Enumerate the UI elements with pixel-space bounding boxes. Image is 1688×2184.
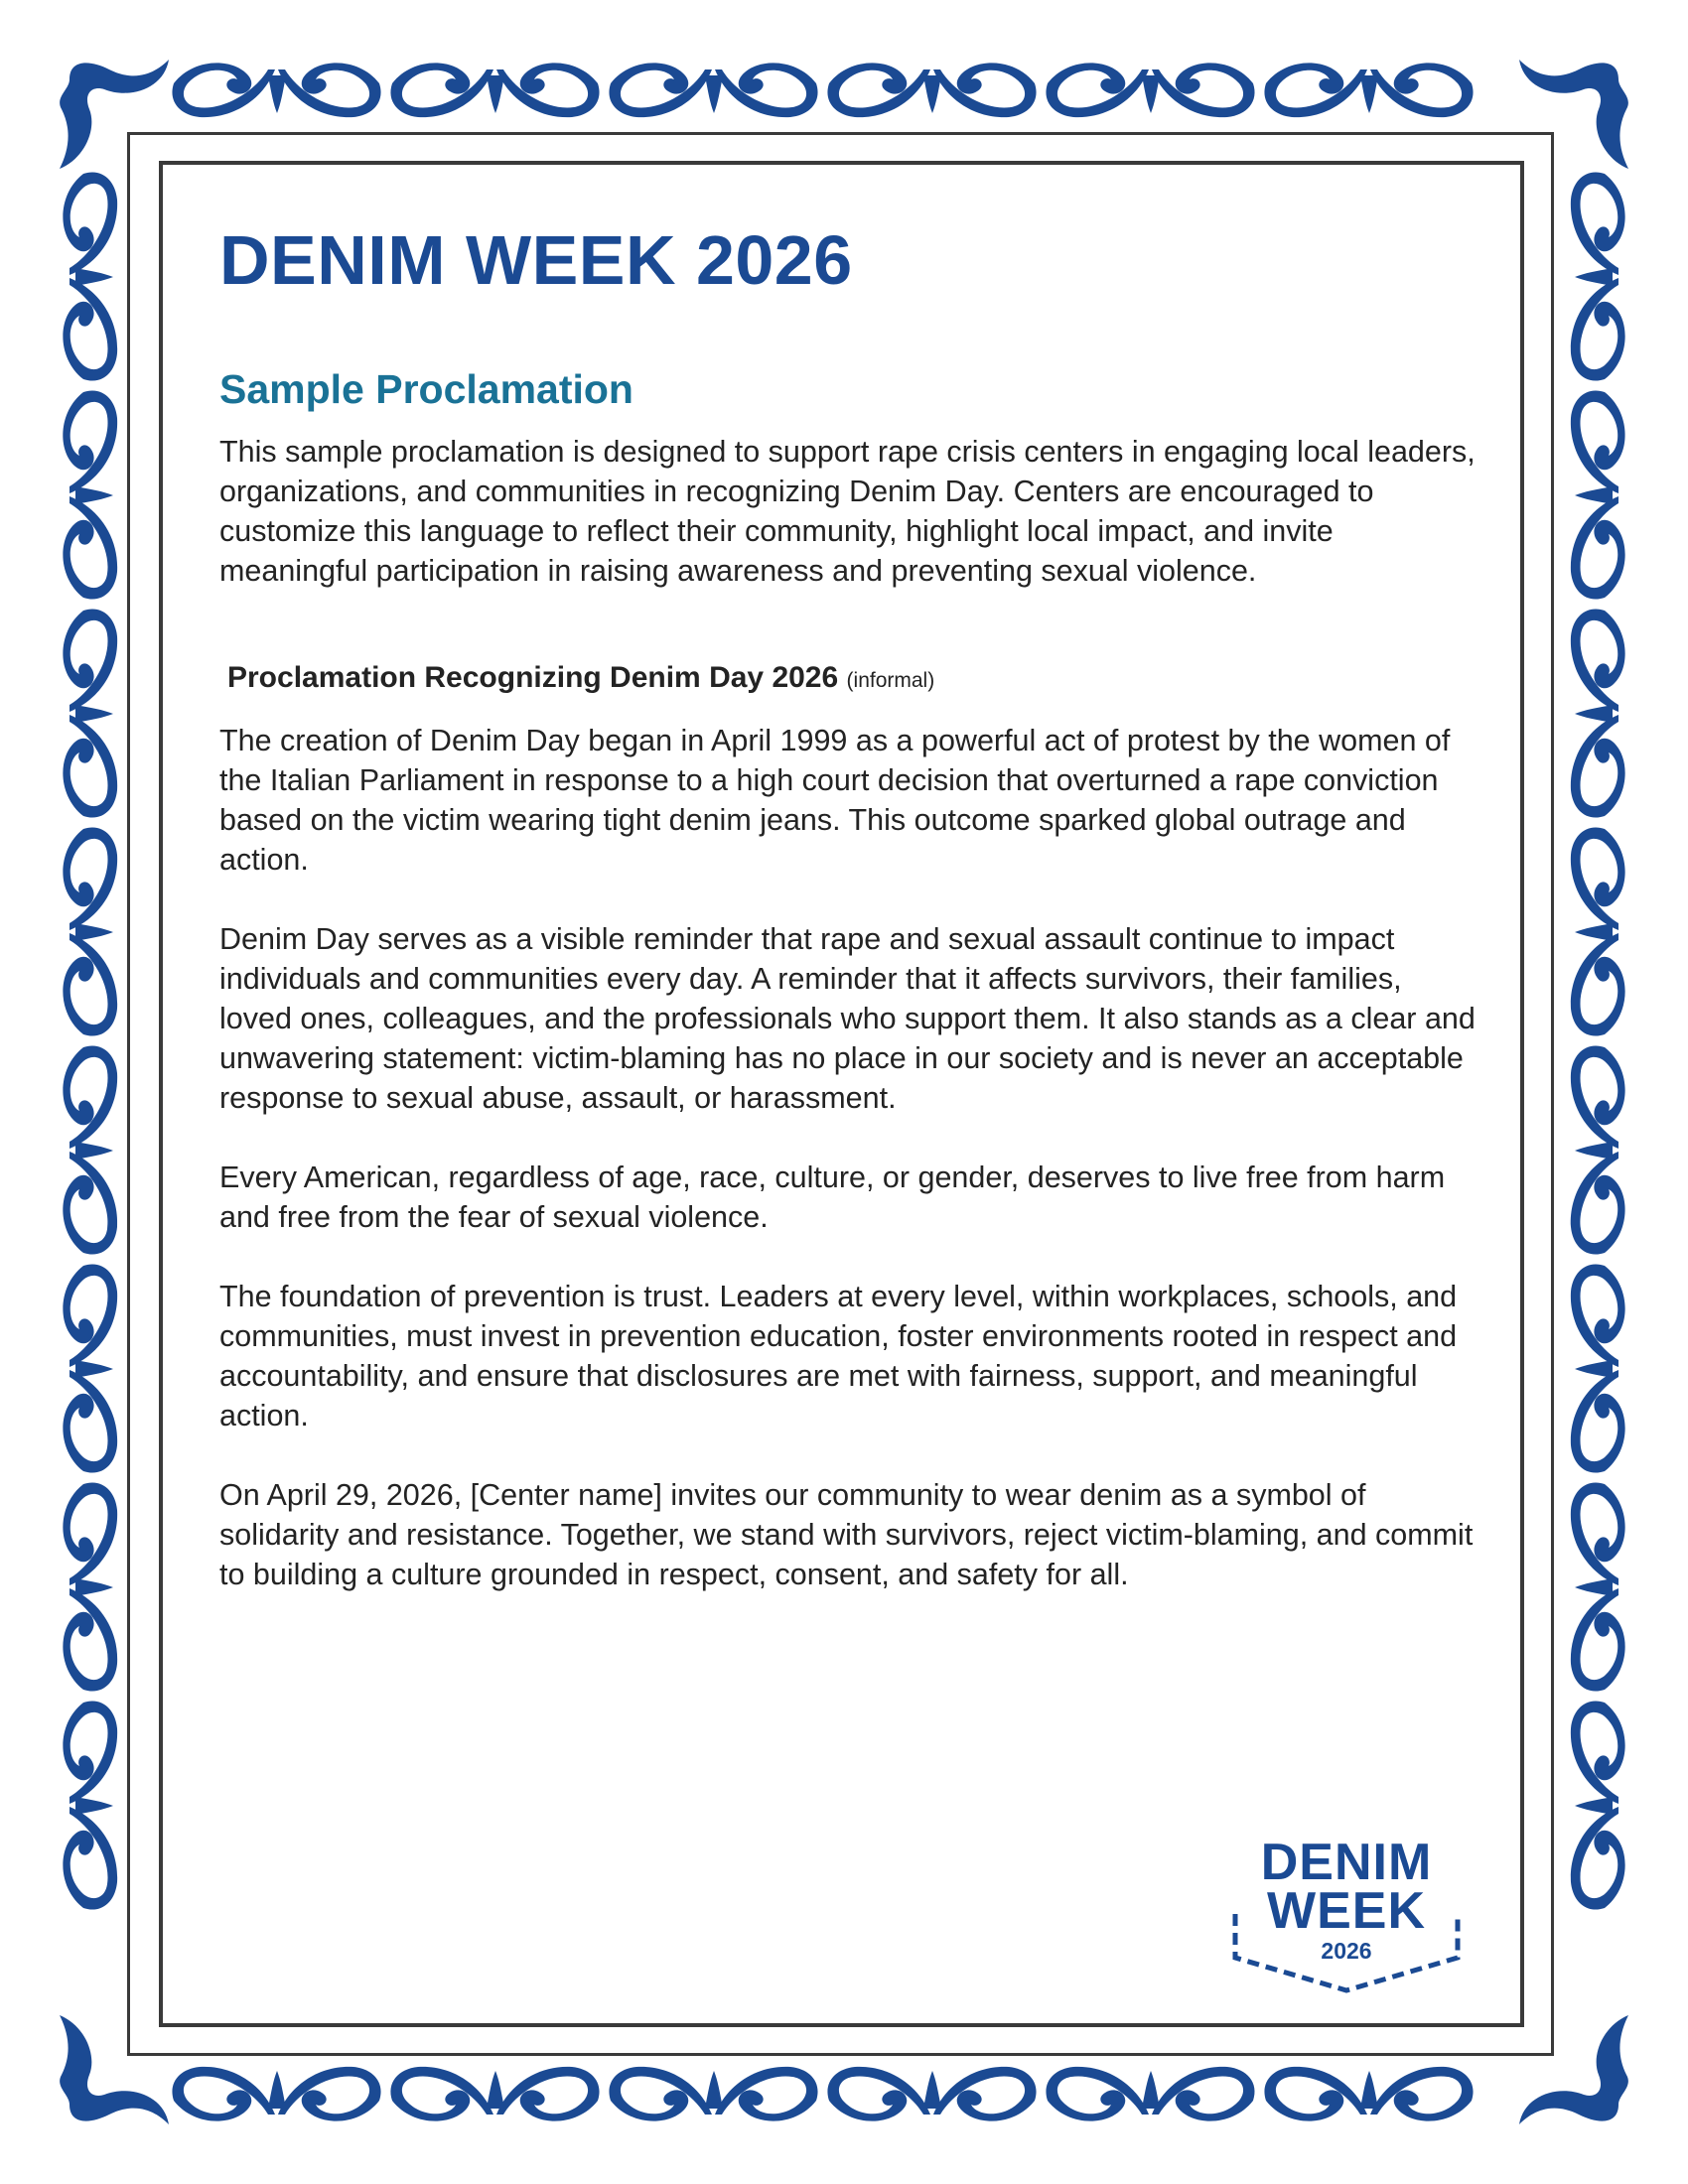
proclamation-note: (informal) <box>846 669 935 693</box>
intro-paragraph: This sample proclamation is designed to support rape crisis centers in engaging local leaders, organizations, and communities in recognizing Denim Day. Centers are encouraged to customize this language to reflect their community, highlight local impact, and invite meaningful participation in raising awareness and preventing sexual violence. <box>219 435 1476 589</box>
proclamation-paragraph: On April 29, 2026, [Center name] invites our community to wear denim as a symbol of solidarity and resistance. Together, we stand with survivors, reject victim-blaming, and commit to building a culture grounded in respect, consent, and safety for all. <box>219 1478 1474 1592</box>
logo-line-denim: DENIM <box>1260 1834 1433 1891</box>
document-title: DENIM WEEK 2026 <box>219 221 853 299</box>
logo-line-year: 2026 <box>1321 1938 1372 1964</box>
document-subtitle: Sample Proclamation <box>219 366 633 412</box>
denim-week-logo <box>1227 1827 1505 2000</box>
proclamation-paragraph: The creation of Denim Day began in April 1999 as a powerful act of protest by the women of the Italian Parliament in response to a high court decision that overturned a rape conviction based on the victim wearing tight denim jeans. This outcome sparked global outrage and action. <box>219 724 1451 878</box>
proclamation-heading-text: Proclamation Recognizing Denim Day 2026 <box>227 661 839 695</box>
proclamation-paragraph: The foundation of prevention is trust. Leaders at every level, within workplaces, schools, and communities, must invest in prevention education, foster environments rooted in respect and accountability, and ensure that disclosures are met with fairness, support, and meaningful action. <box>219 1280 1458 1433</box>
proclamation-heading <box>227 658 1480 701</box>
logo-line-week: WEEK <box>1267 1882 1426 1940</box>
document-body <box>219 218 1480 1594</box>
proclamation-paragraph: Denim Day serves as a visible reminder that rape and sexual assault continue to impact individuals and communities every day. A reminder that it affects survivors, their families, loved ones, colleagues, and the professionals who support them. It also stands as a clear and unwavering statement: victim-blaming has no place in our society and is never an acceptable response to sexual abuse, assault, or harassment. <box>219 922 1476 1116</box>
proclamation-paragraph: Every American, regardless of age, race, culture, or gender, deserves to live free from harm and free from the fear of sexual violence. <box>219 1160 1446 1235</box>
